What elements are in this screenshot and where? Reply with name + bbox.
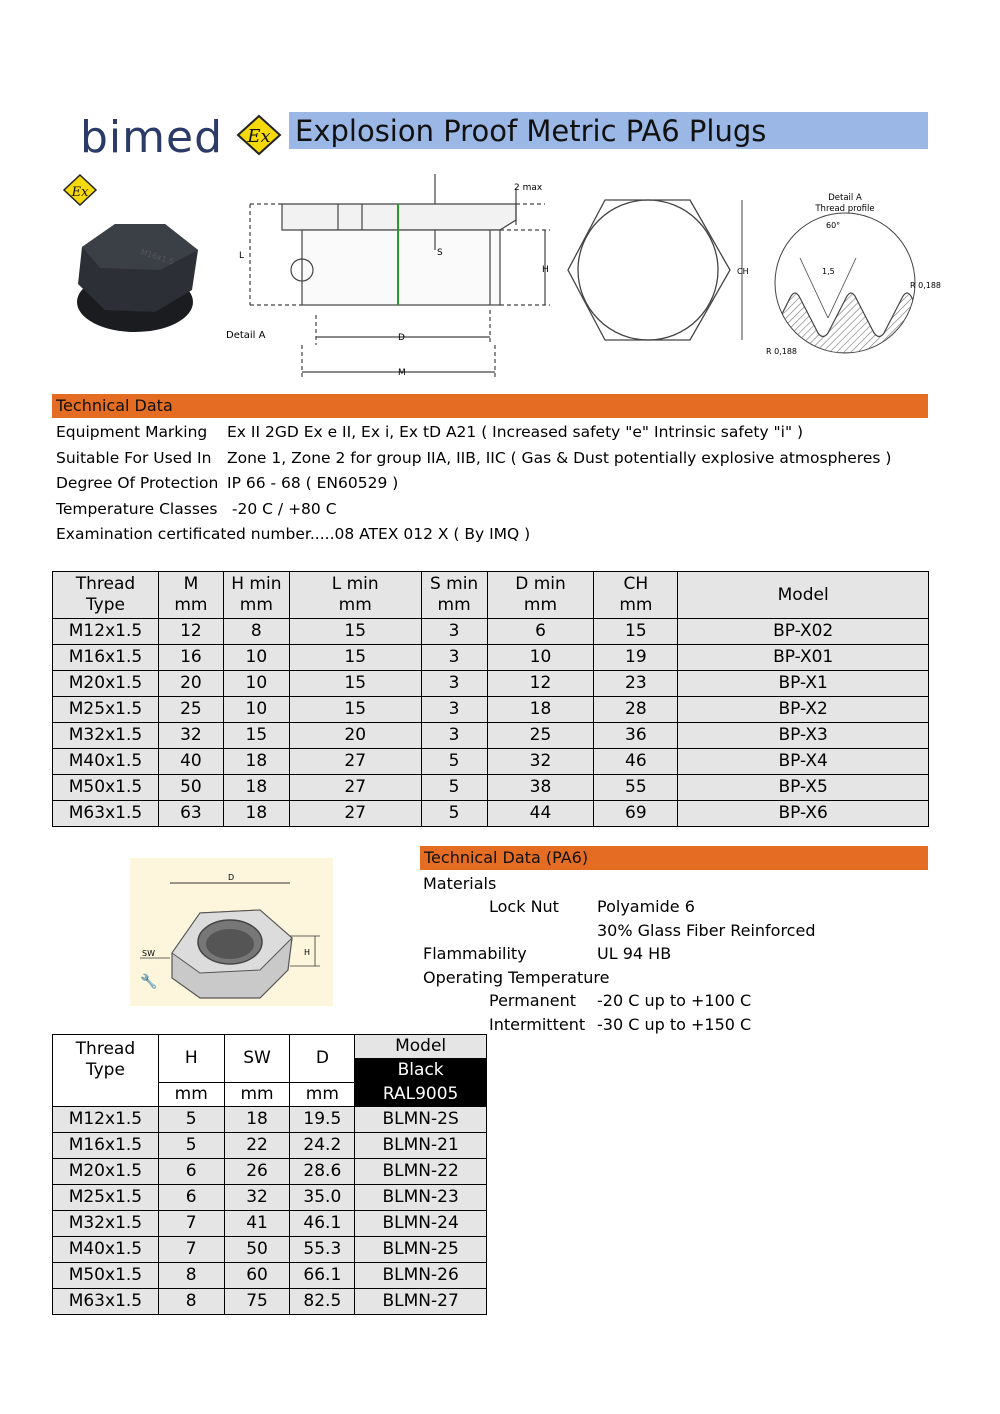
plug-table-cell-m: 25 xyxy=(158,697,223,723)
bimed-logo: bimed xyxy=(80,112,224,163)
nut-table-cell-sw: 75 xyxy=(224,1289,290,1315)
nut-table-row xyxy=(53,1263,487,1289)
nut-table-cell-sw: 26 xyxy=(224,1159,290,1185)
plug-table-cell-model: BP-X1 xyxy=(678,671,929,697)
nut-table-row xyxy=(53,1289,487,1315)
lock-nut-reinforcement: 30% Glass Fiber Reinforced xyxy=(597,921,816,940)
tech-label-2: Suitable For Used In xyxy=(56,449,212,467)
nut-table-cell-sw: 22 xyxy=(224,1133,290,1159)
nut-table-cell-model: BLMN-27 xyxy=(355,1289,487,1315)
operating-temperature-label: Operating Temperature xyxy=(423,968,610,987)
ex-badge-text: Ex xyxy=(71,185,89,200)
nut-table-cell-h: 7 xyxy=(158,1211,224,1237)
nut-header-sw: SW xyxy=(224,1035,290,1083)
flammability-value: UL 94 HB xyxy=(597,944,672,963)
nut-header-ral: RAL9005 xyxy=(355,1083,487,1107)
plug-table-cell-ch: 69 xyxy=(594,801,678,827)
plug-table-cell-d-min: 38 xyxy=(487,775,594,801)
nut-table-cell-model: BLMN-23 xyxy=(355,1185,487,1211)
header-ch: CH mm xyxy=(594,572,678,619)
nut-table-cell-thread-type: M16x1.5 xyxy=(53,1133,159,1159)
nut-table-cell-h: 5 xyxy=(158,1107,224,1133)
plug-table-cell-model: BP-X02 xyxy=(678,619,929,645)
nut-table-cell-h: 8 xyxy=(158,1289,224,1315)
plug-table-cell-model: BP-X01 xyxy=(678,645,929,671)
detail-title: Detail A xyxy=(828,193,862,203)
plug-table-cell-model: BP-X6 xyxy=(678,801,929,827)
tech-label-3: Degree Of Protection xyxy=(56,474,219,492)
nut-header-d: D xyxy=(290,1035,355,1083)
plug-table-cell-thread-type: M25x1.5 xyxy=(53,697,159,723)
nut-table-row xyxy=(53,1211,487,1237)
nut-table-row xyxy=(53,1185,487,1211)
plug-table-cell-thread-type: M32x1.5 xyxy=(53,723,159,749)
detail-a-label: Detail A xyxy=(226,330,266,341)
plug-table-row xyxy=(53,619,929,645)
plug-table xyxy=(52,571,929,827)
plug-table-cell-model: BP-X5 xyxy=(678,775,929,801)
header-thread-type: Thread Type xyxy=(53,572,159,619)
plug-table-cell-d-min: 18 xyxy=(487,697,594,723)
nut-table-cell-sw: 60 xyxy=(224,1263,290,1289)
radius-right-label: R 0,188 xyxy=(910,281,942,290)
plug-table-cell-thread-type: M16x1.5 xyxy=(53,645,159,671)
plug-table-cell-m: 63 xyxy=(158,801,223,827)
plug-table-row xyxy=(53,749,929,775)
technical-data-bar xyxy=(52,394,928,418)
svg-text:M16x1.5: M16x1.5 xyxy=(139,247,176,267)
plug-table-cell-model: BP-X2 xyxy=(678,697,929,723)
nut-table-cell-model: BLMN-21 xyxy=(355,1133,487,1159)
plug-table-cell-h-min: 18 xyxy=(223,801,289,827)
nut-unit-h: mm xyxy=(158,1083,224,1107)
lock-nut-label: Lock Nut xyxy=(489,897,559,916)
nut-table-cell-model: BLMN-26 xyxy=(355,1263,487,1289)
radius-left-label: R 0,188 xyxy=(766,347,798,356)
plug-table-cell-thread-type: M20x1.5 xyxy=(53,671,159,697)
nut-header-thread-type: Thread Type xyxy=(53,1035,159,1107)
nut-table-cell-h: 6 xyxy=(158,1185,224,1211)
nut-table-cell-sw: 18 xyxy=(224,1107,290,1133)
lock-nut-table xyxy=(52,1034,487,1315)
detail-subtitle: Thread profile xyxy=(815,204,875,214)
wrench-icon: 🔧 xyxy=(140,974,158,990)
certificate-text: Examination certificated number.....08 ATEX 012 X ( By IMQ ) xyxy=(56,525,531,543)
dim-s: S xyxy=(437,248,443,258)
tech-label-1: Equipment Marking xyxy=(56,423,208,441)
header-m: M mm xyxy=(158,572,223,619)
plug-section-drawing xyxy=(220,170,560,385)
plug-table-row xyxy=(53,775,929,801)
nut-table-cell-model: BLMN-2S xyxy=(355,1107,487,1133)
nut-dim-sw: SW xyxy=(142,949,155,958)
plug-table-row xyxy=(53,801,929,827)
nut-table-cell-d: 46.1 xyxy=(290,1211,355,1237)
plug-table-cell-h-min: 15 xyxy=(223,723,289,749)
nut-table-cell-model: BLMN-25 xyxy=(355,1237,487,1263)
nut-table-row xyxy=(53,1159,487,1185)
ex-mark-text: Ex xyxy=(247,126,271,147)
plug-table-cell-s-min: 3 xyxy=(421,697,487,723)
plug-table-cell-s-min: 3 xyxy=(421,671,487,697)
plug-table-cell-model: BP-X3 xyxy=(678,723,929,749)
plug-table-cell-d-min: 12 xyxy=(487,671,594,697)
nut-table-cell-sw: 50 xyxy=(224,1237,290,1263)
header-d-min: D min mm xyxy=(487,572,594,619)
nut-dim-h: H xyxy=(304,948,311,957)
plug-table-row xyxy=(53,697,929,723)
plug-table-row xyxy=(53,671,929,697)
plug-table-cell-h-min: 8 xyxy=(223,619,289,645)
nut-table-cell-h: 8 xyxy=(158,1263,224,1289)
plug-table-cell-d-min: 25 xyxy=(487,723,594,749)
plug-table-cell-h-min: 18 xyxy=(223,749,289,775)
nut-header-h: H xyxy=(158,1035,224,1083)
plug-table-cell-m: 32 xyxy=(158,723,223,749)
dim-m: M xyxy=(398,368,406,378)
nut-unit-d: mm xyxy=(290,1083,355,1107)
nut-table-header-1 xyxy=(53,1035,487,1059)
plug-table-cell-m: 12 xyxy=(158,619,223,645)
nut-table-cell-d: 28.6 xyxy=(290,1159,355,1185)
plug-table-row xyxy=(53,645,929,671)
hex-end-view xyxy=(560,190,760,360)
pitch-label: 1,5 xyxy=(822,267,835,276)
dim-l: L xyxy=(238,251,244,261)
plug-table-cell-h-min: 18 xyxy=(223,775,289,801)
nut-header-model: Model xyxy=(355,1035,487,1059)
plug-table-cell-m: 16 xyxy=(158,645,223,671)
tech-value-2: Zone 1, Zone 2 for group IIA, IIB, IIC ( Gas & Dust potentially explosive atmospheres ) xyxy=(227,449,892,467)
plug-table-cell-s-min: 5 xyxy=(421,801,487,827)
plug-table-cell-l-min: 15 xyxy=(289,645,421,671)
nut-table-cell-d: 66.1 xyxy=(290,1263,355,1289)
nut-header-black: Black xyxy=(355,1059,487,1083)
intermittent-label: Intermittent xyxy=(489,1015,586,1034)
plug-table-cell-d-min: 10 xyxy=(487,645,594,671)
plug-table-cell-l-min: 20 xyxy=(289,723,421,749)
permanent-label: Permanent xyxy=(489,991,577,1010)
plug-table-cell-ch: 55 xyxy=(594,775,678,801)
nut-dim-d: D xyxy=(228,873,235,882)
tech-value-3: IP 66 - 68 ( EN60529 ) xyxy=(227,474,399,492)
flammability-label: Flammability xyxy=(423,944,527,963)
nut-table-cell-d: 35.0 xyxy=(290,1185,355,1211)
plug-table-cell-d-min: 32 xyxy=(487,749,594,775)
dim-d: D xyxy=(398,333,405,343)
nut-table-cell-thread-type: M63x1.5 xyxy=(53,1289,159,1315)
plug-table-cell-thread-type: M40x1.5 xyxy=(53,749,159,775)
plug-table-cell-s-min: 3 xyxy=(421,619,487,645)
plug-photo xyxy=(60,172,210,362)
plug-table-cell-s-min: 5 xyxy=(421,749,487,775)
plug-table-cell-ch: 19 xyxy=(594,645,678,671)
pa6-data-heading: Technical Data (PA6) xyxy=(424,848,589,867)
nut-table-cell-sw: 32 xyxy=(224,1185,290,1211)
plug-table-cell-thread-type: M50x1.5 xyxy=(53,775,159,801)
lock-nut-drawing xyxy=(130,858,333,1006)
plug-table-cell-thread-type: M12x1.5 xyxy=(53,619,159,645)
dim-2max: 2 max xyxy=(514,183,543,193)
plug-table-cell-m: 20 xyxy=(158,671,223,697)
nut-table-cell-h: 6 xyxy=(158,1159,224,1185)
plug-table-cell-h-min: 10 xyxy=(223,671,289,697)
nut-table-row xyxy=(53,1107,487,1133)
ex-mark-icon xyxy=(236,114,282,156)
plug-table-cell-m: 40 xyxy=(158,749,223,775)
materials-label: Materials xyxy=(423,874,497,893)
tech-value-4: -20 C / +80 C xyxy=(227,500,337,518)
plug-table-cell-d-min: 44 xyxy=(487,801,594,827)
plug-table-cell-l-min: 15 xyxy=(289,671,421,697)
plug-table-cell-s-min: 5 xyxy=(421,775,487,801)
nut-table-cell-d: 82.5 xyxy=(290,1289,355,1315)
nut-table-cell-d: 19.5 xyxy=(290,1107,355,1133)
tech-label-4: Temperature Classes xyxy=(56,500,218,518)
plug-table-cell-ch: 46 xyxy=(594,749,678,775)
nut-table-cell-d: 24.2 xyxy=(290,1133,355,1159)
header-h-min: H min mm xyxy=(223,572,289,619)
nut-table-cell-d: 55.3 xyxy=(290,1237,355,1263)
nut-table-cell-model: BLMN-24 xyxy=(355,1211,487,1237)
angle-label: 60° xyxy=(826,221,841,230)
plug-table-cell-ch: 28 xyxy=(594,697,678,723)
nut-table-cell-thread-type: M25x1.5 xyxy=(53,1185,159,1211)
permanent-value: -20 C up to +100 C xyxy=(597,991,752,1010)
lock-nut-material: Polyamide 6 xyxy=(597,897,695,916)
nut-table-cell-h: 7 xyxy=(158,1237,224,1263)
plug-table-cell-ch: 15 xyxy=(594,619,678,645)
nut-unit-sw: mm xyxy=(224,1083,290,1107)
dim-ch: CH xyxy=(737,267,749,276)
plug-table-cell-s-min: 3 xyxy=(421,723,487,749)
thread-profile-detail xyxy=(760,188,950,363)
dim-h: H xyxy=(542,265,549,275)
plug-table-cell-s-min: 3 xyxy=(421,645,487,671)
technical-data-heading: Technical Data xyxy=(56,396,173,415)
plug-table-cell-d-min: 6 xyxy=(487,619,594,645)
plug-table-cell-l-min: 15 xyxy=(289,697,421,723)
plug-table-header xyxy=(53,572,929,619)
plug-table-cell-thread-type: M63x1.5 xyxy=(53,801,159,827)
nut-table-cell-thread-type: M32x1.5 xyxy=(53,1211,159,1237)
page-title: Explosion Proof Metric PA6 Plugs xyxy=(295,114,767,148)
nut-table-row xyxy=(53,1237,487,1263)
plug-table-cell-l-min: 27 xyxy=(289,749,421,775)
nut-table-cell-h: 5 xyxy=(158,1133,224,1159)
nut-table-cell-thread-type: M12x1.5 xyxy=(53,1107,159,1133)
nut-table-cell-thread-type: M20x1.5 xyxy=(53,1159,159,1185)
plug-table-row xyxy=(53,723,929,749)
plug-table-cell-h-min: 10 xyxy=(223,645,289,671)
nut-table-row xyxy=(53,1133,487,1159)
plug-table-cell-l-min: 27 xyxy=(289,801,421,827)
nut-table-cell-sw: 41 xyxy=(224,1211,290,1237)
plug-table-cell-ch: 23 xyxy=(594,671,678,697)
nut-table-cell-thread-type: M40x1.5 xyxy=(53,1237,159,1263)
intermittent-value: -30 C up to +150 C xyxy=(597,1015,752,1034)
header-l-min: L min mm xyxy=(289,572,421,619)
nut-table-cell-model: BLMN-22 xyxy=(355,1159,487,1185)
header-s-min: S min mm xyxy=(421,572,487,619)
plug-table-cell-m: 50 xyxy=(158,775,223,801)
header-model: Model xyxy=(678,572,929,619)
tech-value-1: Ex II 2GD Ex e II, Ex i, Ex tD A21 ( Increased safety "e" Intrinsic safety "i" ) xyxy=(227,423,804,441)
plug-table-cell-ch: 36 xyxy=(594,723,678,749)
plug-table-cell-model: BP-X4 xyxy=(678,749,929,775)
nut-table-cell-thread-type: M50x1.5 xyxy=(53,1263,159,1289)
plug-table-cell-l-min: 27 xyxy=(289,775,421,801)
plug-table-cell-l-min: 15 xyxy=(289,619,421,645)
plug-table-cell-h-min: 10 xyxy=(223,697,289,723)
